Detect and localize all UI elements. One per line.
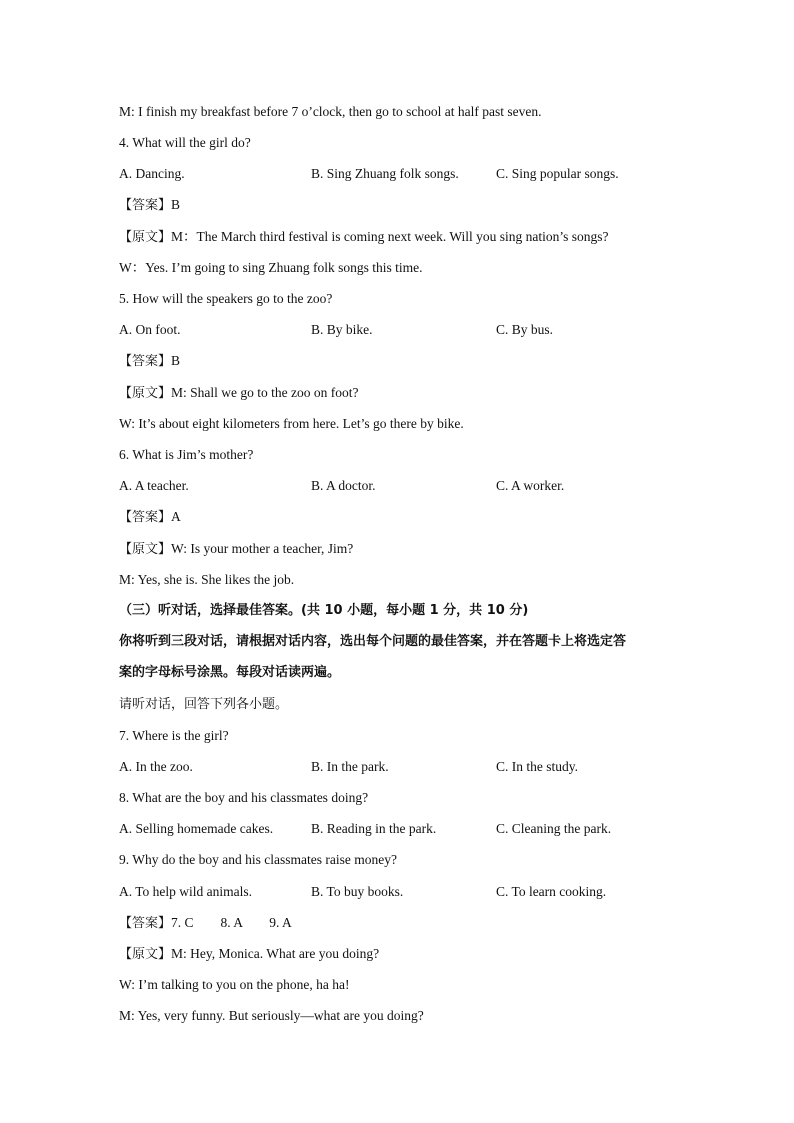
transcript-line: W: I’m talking to you on the phone, ha ha! (119, 977, 350, 992)
answer-value: B (171, 197, 181, 212)
q4-option-b: B. Sing Zhuang folk songs. (311, 166, 459, 181)
q4-option-a: A. Dancing. (119, 166, 185, 181)
transcript-text: W: Is your mother a teacher, Jim? (171, 541, 354, 556)
answer-4 (119, 196, 180, 215)
listen-prompt: 请听对话，回答下列各小题。 (119, 697, 289, 712)
q9-option-c: C. To learn cooking. (496, 884, 607, 899)
answer-7-9 (119, 914, 292, 933)
transcript-line: M: Yes, very funny. But seriously—what are you doing? (119, 1008, 424, 1023)
transcript-text: M: Shall we go to the zoo on foot? (171, 385, 359, 400)
answer-tag: 【答案】 (119, 354, 172, 369)
q9-option-b: B. To buy books. (311, 884, 404, 899)
q8-option-a: A. Selling homemade cakes. (119, 821, 274, 836)
q6-option-b: B. A doctor. (311, 478, 376, 493)
q6-option-a: A. A teacher. (119, 478, 189, 493)
q5-option-a: A. On foot. (119, 322, 181, 337)
transcript-6 (119, 540, 353, 559)
transcript-tag: 【原文】 (119, 947, 172, 962)
answer-value: 7. C 8. A 9. A (171, 915, 292, 930)
q7-option-b: B. In the park. (311, 759, 389, 774)
answer-tag: 【答案】 (119, 198, 172, 213)
answer-5 (119, 352, 180, 371)
answer-value: B (171, 353, 181, 368)
transcript-line: M: Yes, she is. She likes the job. (119, 572, 295, 587)
dialogue-line: M: I finish my breakfast before 7 o’clock, then go to school at half past seven. (119, 104, 542, 119)
transcript-tag: 【原文】 (119, 386, 172, 401)
question-6: 6. What is Jim’s mother? (119, 447, 254, 462)
section-instructions: 你将听到三段对话，请根据对话内容，选出每个问题的最佳答案，并在答题卡上将选定答 (119, 634, 627, 649)
section-instructions-cont: 案的字母标号涂黑。每段对话读两遍。 (119, 665, 341, 680)
transcript-text: M: Hey, Monica. What are you doing? (171, 946, 380, 961)
transcript-tag: 【原文】 (119, 542, 172, 557)
transcript-4 (119, 228, 609, 247)
q4-option-c: C. Sing popular songs. (496, 166, 619, 181)
q8-option-b: B. Reading in the park. (311, 821, 437, 836)
transcript-7-9 (119, 945, 379, 964)
q6-option-c: C. A worker. (496, 478, 565, 493)
q7-option-c: C. In the study. (496, 759, 578, 774)
transcript-5 (119, 384, 359, 403)
transcript-text: M：The March third festival is coming next week. Will you sing nation’s songs? (171, 229, 609, 244)
transcript-line: W: It’s about eight kilometers from here. Let’s go there by bike. (119, 416, 464, 431)
question-4: 4. What will the girl do? (119, 135, 251, 150)
question-9: 9. Why do the boy and his classmates raise money? (119, 852, 397, 867)
question-5: 5. How will the speakers go to the zoo? (119, 291, 333, 306)
answer-tag: 【答案】 (119, 510, 172, 525)
q5-option-c: C. By bus. (496, 322, 554, 337)
answer-value: A (171, 509, 181, 524)
q9-option-a: A. To help wild animals. (119, 884, 253, 899)
question-8: 8. What are the boy and his classmates doing? (119, 790, 369, 805)
answer-tag: 【答案】 (119, 916, 172, 931)
q7-option-a: A. In the zoo. (119, 759, 193, 774)
section-heading: （三）听对话，选择最佳答案。(共 10 小题，每小题 1 分，共 10 分) (119, 603, 529, 618)
question-7: 7. Where is the girl? (119, 728, 229, 743)
q5-option-b: B. By bike. (311, 322, 373, 337)
transcript-tag: 【原文】 (119, 230, 172, 245)
answer-6 (119, 508, 181, 527)
q8-option-c: C. Cleaning the park. (496, 821, 612, 836)
transcript-line: W：Yes. I’m going to sing Zhuang folk songs this time. (119, 260, 423, 275)
